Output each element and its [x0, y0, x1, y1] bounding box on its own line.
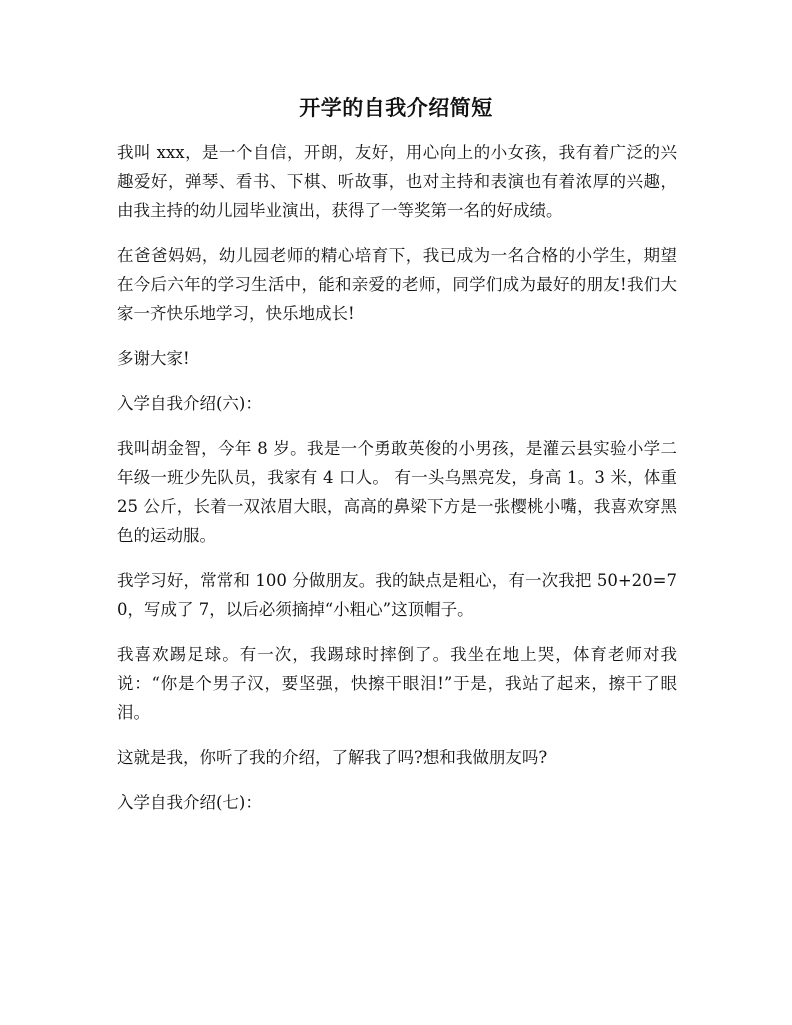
paragraph-football: 我喜欢踢足球。有一次，我踢球时摔倒了。我坐在地上哭，体育老师对我说：“你是个男子汉，要坚强，快擦干眼泪!”于是，我站了起来，擦干了眼泪。 — [117, 645, 677, 722]
paragraph-study: 我学习好，常常和 100 分做朋友。我的缺点是粗心，有一次我把 50+20=70，写成了 7，以后必须摘掉“小粗心”这顶帽子。 — [117, 571, 677, 619]
paragraph-thanks: 多谢大家! — [117, 349, 190, 368]
paragraph-hu-jinzhi: 我叫胡金智，今年 8 岁。我是一个勇敢英俊的小男孩，是灌云县实验小学二年级一班少先队员，我家有 4 口人。 有一头乌黑亮发，身高 1。3 米，体重 25 公斤，长着一双浓眉大眼，高高的鼻梁下方是一张樱桃小嘴，我喜欢穿黑色的运动服。 — [117, 439, 677, 545]
section-heading-six: 入学自我介绍(六)： — [117, 394, 262, 413]
paragraph-hopes: 在爸爸妈妈，幼儿园老师的精心培育下，我已成为一名合格的小学生，期望在今后六年的学习生活中，能和亲爱的老师，同学们成为最好的朋友!我们大家一齐快乐地学习，快乐地成长! — [117, 246, 677, 323]
document-title: 开学的自我介绍简短 — [299, 96, 493, 120]
document-body — [117, 138, 677, 833]
paragraph-intro-xxx: 我叫 xxx，是一个自信，开朗，友好，用心向上的小女孩，我有着广泛的兴趣爱好，弹琴、看书、下棋、听故事，也对主持和表演也有着浓厚的兴趣，由我主持的幼儿园毕业演出，获得了一等奖第一名的好成绩。 — [117, 143, 677, 220]
paragraph-closing: 这就是我，你听了我的介绍，了解我了吗?想和我做朋友吗? — [117, 748, 548, 767]
section-heading-seven: 入学自我介绍(七)： — [117, 793, 262, 812]
